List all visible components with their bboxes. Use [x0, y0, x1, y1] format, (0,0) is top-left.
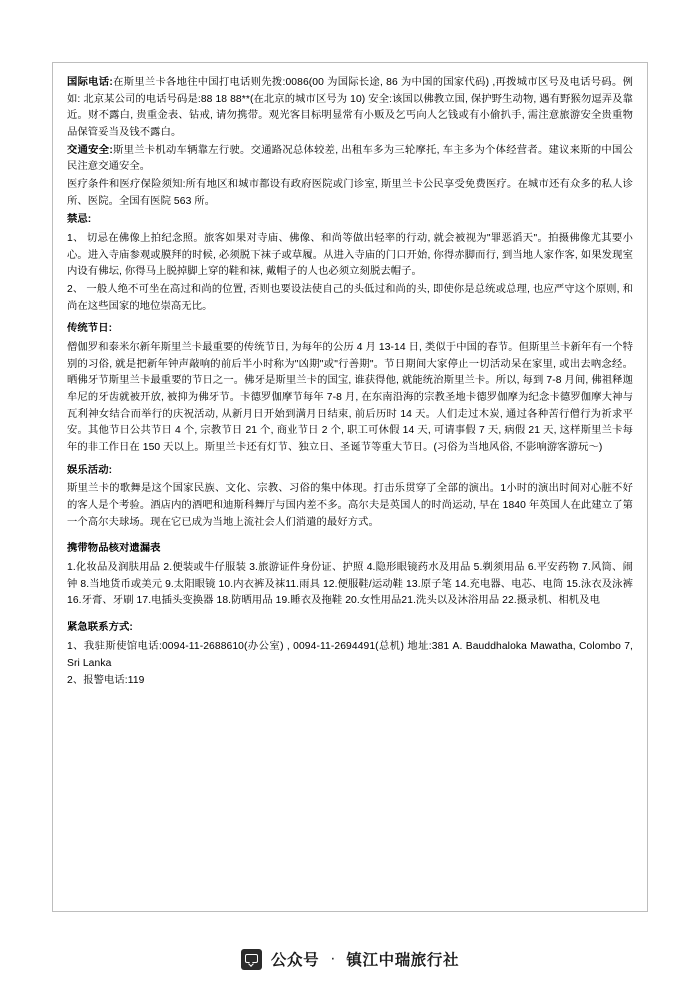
paragraph-lead-intl-phone: 国际电话: [67, 77, 113, 88]
paragraph-intl-phone [67, 75, 633, 142]
spacer [67, 532, 633, 539]
paragraph-contact-police [67, 673, 633, 690]
spacer [67, 611, 633, 618]
paragraph-lead-traffic-safety: 交通安全: [67, 144, 113, 156]
heading-taboo: 禁忌: [67, 214, 92, 226]
paragraph-packing-body [67, 560, 633, 610]
paragraph-text-intl-phone: 在斯里兰卡各地往中国打电话则先拨:0086(00 为国际长途, 86 为中国的国家代码) ,再拨城市区号及电话号码。例如: 北京某公司的电话号码是:88 18 88**(在北京的城市区号为 10) 安全:该国以佛教立国, 保护野生动物, 遇有野猴勿逗弄及靠近。财不露白, 贵重金表、钻戒, 请勿携带。观光客目标明显常有小贩及乞丐向人乞钱或有小偷扒手, 需注意旅游安全贵重物品保管妥当及钱不露白。 [67, 77, 633, 139]
heading-entertainment: 娱乐活动: [67, 464, 113, 476]
paragraph-taboo-1 [67, 231, 633, 281]
paragraph-text-taboo-1: 1、 切忌在佛像上拍纪念照。旅客如果对寺庙、佛像、和尚等做出轻率的行动, 就会被视为"罪恶滔天"。拍摄佛像尤其要小心。进入寺庙参观或膜拜的时候, 必须脱下袜子或草履。从进入寺庙的门口开始, 你得赤脚而行, 到当地人家作客, 如果发现室内设有佛坛, 你得马上脱掉脚上穿的鞋和袜, 戴帽子的人也必须立刻脱去帽子。 [67, 233, 633, 278]
paragraph-text-taboo-2: 2、 一般人绝不可坐在高过和尚的位置, 否则也要设法使自己的头低过和尚的头, 即使你是总统或总理, 也应严守这个原则, 和尚在这些国家的地位崇高无比。 [67, 284, 633, 312]
paragraph-medical [67, 177, 633, 210]
spacer [67, 458, 633, 461]
paragraph-contact-embassy [67, 639, 633, 672]
footer-branding [241, 948, 459, 970]
document-page [52, 62, 648, 912]
footer-separator: · [330, 950, 336, 967]
paragraph-taboo-2 [67, 282, 633, 315]
paragraph-entertainment-body [67, 481, 633, 531]
footer-label: 公众号 [270, 952, 320, 969]
wechat-official-account-icon [241, 949, 262, 970]
paragraph-traffic-safety [67, 143, 633, 176]
document-body [53, 63, 647, 701]
heading-festivals: 传统节日: [67, 323, 113, 335]
paragraph-text-packing: 1.化妆品及润肤用品 2.便装或牛仔服装 3.旅游证件身份证、护照 4.隐形眼镜药水及用品 5.剃须用品 6.平安药物 7.风筒、闹钟 8.当地货币或美元 9.太阳眼镜 10.内衣裤及袜11.雨具 12.便服鞋/运动鞋 13.原子笔 14.充电器、电芯、电筒 15.泳衣及泳裤 16.牙膏、牙刷 17.电插头变换器 18.防晒用品 19.睡衣及拖鞋 20.女性用品21.洗头以及沐浴用品 22.摄录机、相机及电 [67, 562, 633, 607]
heading-packing-list: 携带物品核对遗漏表 [67, 543, 161, 555]
heading-emergency-contacts: 紧急联系方式: [67, 622, 133, 634]
paragraph-text-traffic-safety: 斯里兰卡机动车辆靠左行驶。交通路况总体较差, 出租车多为三轮摩托, 车主多为个体经营者。建议来斯的中国公民注意交通安全。 [67, 144, 633, 173]
paragraph-text-entertainment: 斯里兰卡的歌舞是这个国家民族、文化、宗教、习俗的集中体现。打击乐贯穿了全部的演出。1小时的演出时间对心脏不好的客人是个考验。酒店内的酒吧和迪斯科舞厅与国内差不多。高尔夫是英国人的时尚运动, 早在 1840 年英国人在此建立了第一个高尔夫球场。现在它已成为当地上流社会人们消遣的最好方式。 [67, 483, 633, 528]
spacer [67, 316, 633, 319]
page-footer [0, 928, 700, 990]
footer-account-name: 镇江中瑞旅行社 [346, 952, 460, 969]
paragraph-text-contact-embassy: 1、我驻斯使馆电话:0094-11-2688610(办公室) , 0094-11-2694491(总机) 地址:381 A. Bauddhaloka Mawatha, Colombo 7, Sri Lanka [67, 640, 633, 669]
paragraph-festivals-body [67, 340, 633, 457]
paragraph-text-festivals: 僧伽罗和泰米尔新年斯里兰卡最重要的传统节日, 为每年的公历 4 月 13-14 日, 类似于中国的春节。但斯里兰卡新年有一个特别的习俗, 就是把新年钟声敲响的前后半小时称为"凶期"或"行善期"。节日期间大家停止一切活动呆在家里, 或出去吶念经。晒佛牙节斯里兰卡最重要的节日之一。佛牙是斯里兰卡的国宝, 谁获得他, 就能统治斯里兰卡。所以, 每到 7-8 月间, 佛祖释迦牟尼的牙齿就被开放, 被抑为佛牙节。卡德罗伽摩节每年 7-8 月, 在东南沿海的宗教圣地卡德罗伽摩为纪念卡德罗伽摩大神与瓦利神女结合而举行的庆祝活动, 从新月日开始到满月日结束, 前后历时 14 天。人们走过木炭, 通过各种苦行僧行为祈求平安。其他节日公共节日 4 个, 宗教节日 21 个, 商业节日 2 个, 职工可休假 14 天, 可请事假 7 天, 病假 21 天, 这样斯里兰卡每年的非工作日在 150 天以上。斯里兰卡还有灯节、独立日、圣诞节等重大节日。(习俗为当地风俗, 不影响游客游玩〜) [67, 342, 633, 454]
paragraph-text-contact-police: 2、报警电话:119 [67, 675, 145, 687]
paragraph-text-medical: 医疗条件和医疗保险须知:所有地区和城市都设有政府医院或门诊室, 斯里兰卡公民享受免费医疗。在城市还有众多的私人诊所、医院。全国有医院 563 所。 [67, 179, 633, 207]
